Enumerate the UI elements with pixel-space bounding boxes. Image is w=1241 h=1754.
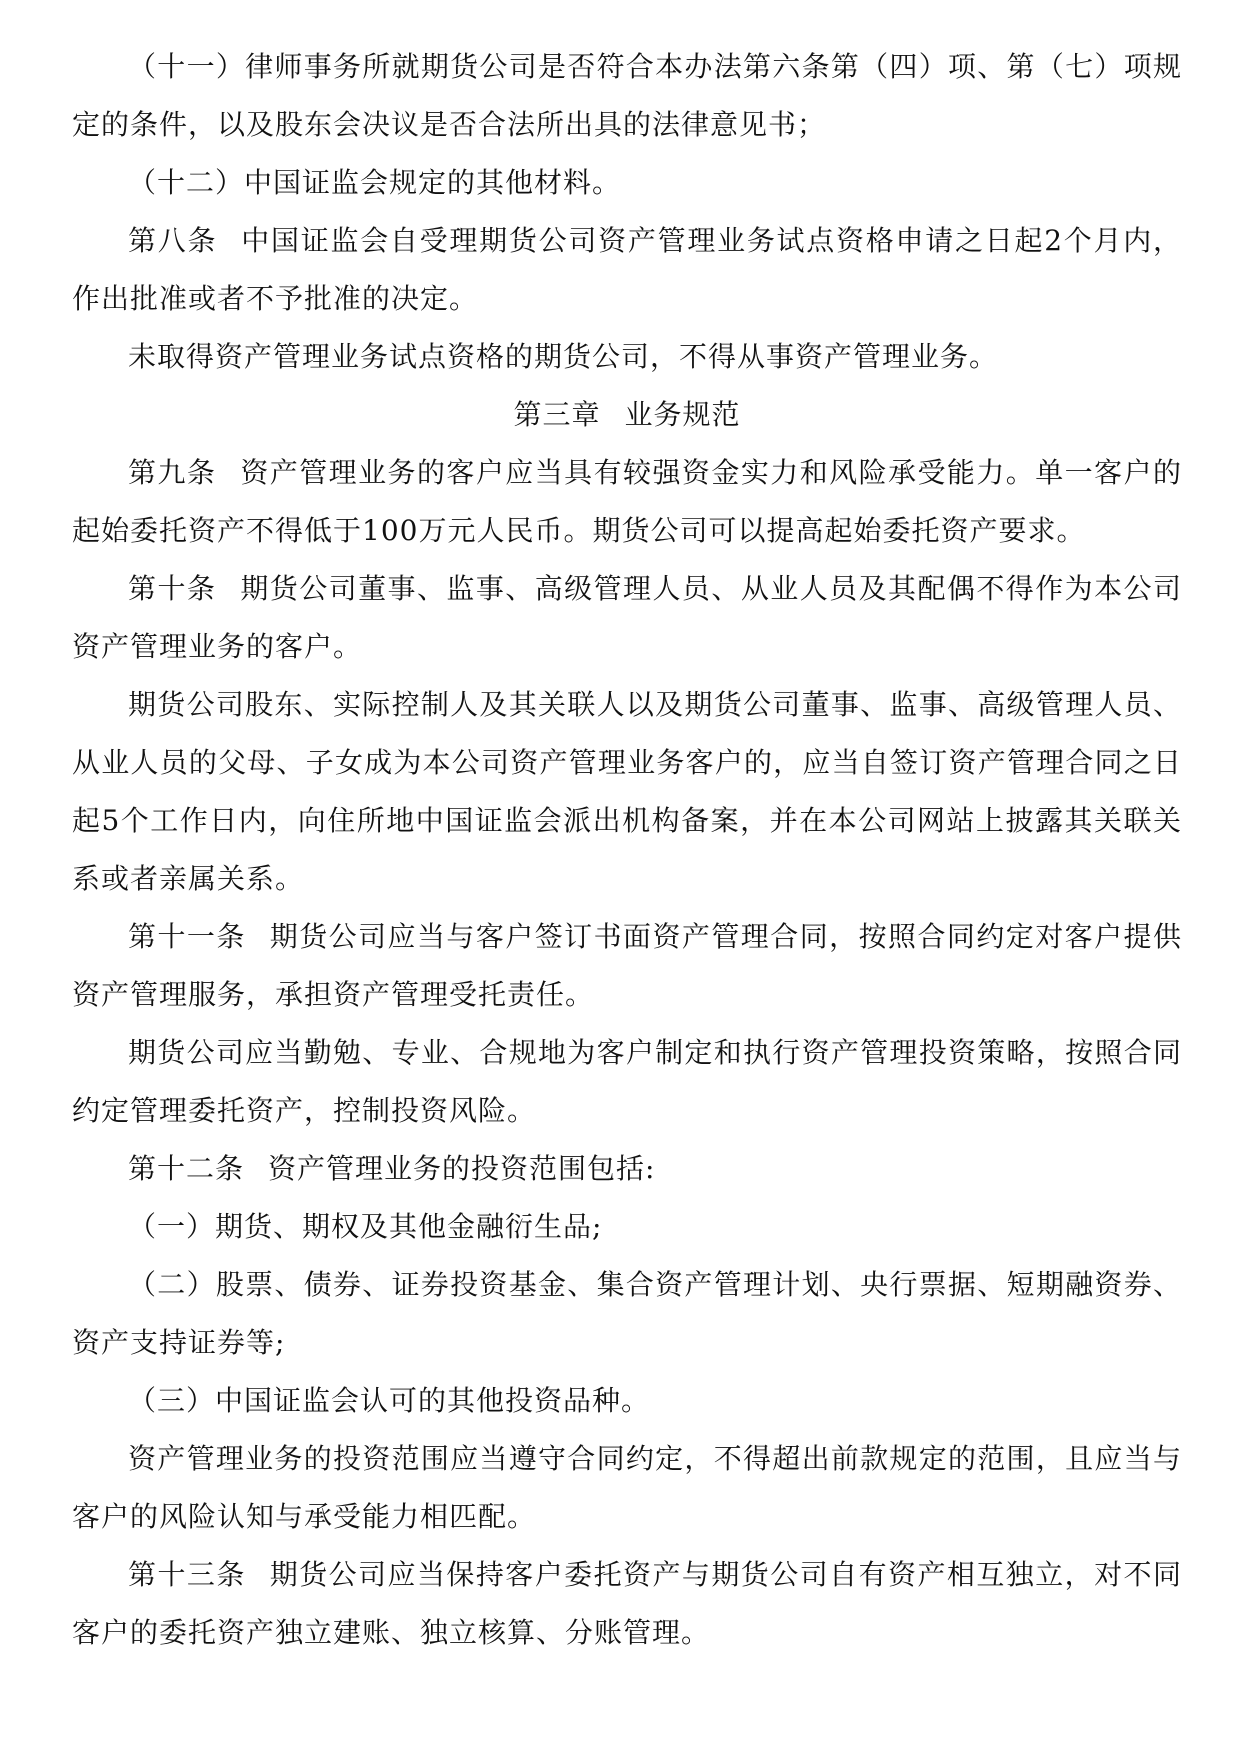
paragraph: [72, 1198, 1182, 1256]
document-body: [72, 38, 1182, 1662]
paragraph-text: 资产管理业务的客户应当具有较强资金实力和风险承受能力。单一客户的起始委托资产不得低于100万元人民币。期货公司可以提高起始委托资产要求。: [72, 456, 1182, 547]
paragraph: [72, 676, 1182, 908]
paragraph-text: 资产管理业务的投资范围包括:: [268, 1152, 656, 1185]
paragraph-text: 期货公司应当与客户签订书面资产管理合同，按照合同约定对客户提供资产管理服务，承担资产管理受托责任。: [72, 920, 1182, 1011]
chapter-title: 业务规范: [624, 398, 741, 431]
paragraph: [72, 1430, 1182, 1546]
paragraph-text: 中国证监会自受理期货公司资产管理业务试点资格申请之日起2个月内，作出批准或者不予批准的决定。: [72, 224, 1182, 315]
article-number: 第十一条: [128, 920, 246, 953]
chapter-number: 第三章: [513, 398, 601, 431]
paragraph: [72, 444, 1182, 560]
paragraph: [72, 1372, 1182, 1430]
paragraph-text: 期货公司董事、监事、高级管理人员、从业人员及其配偶不得作为本公司资产管理业务的客户。: [72, 572, 1182, 663]
paragraph-text: 未取得资产管理业务试点资格的期货公司，不得从事资产管理业务。: [128, 340, 999, 373]
article-number: 第十三条: [128, 1558, 246, 1591]
paragraph-text: 期货公司应当勤勉、专业、合规地为客户制定和执行资产管理投资策略，按照合同约定管理委托资产，控制投资风险。: [72, 1036, 1182, 1127]
paragraph-text: （十一）律师事务所就期货公司是否符合本办法第六条第（四）项、第（七）项规定的条件，以及股东会决议是否合法所出具的法律意见书；: [72, 50, 1182, 141]
article-number: 第十二条: [128, 1152, 245, 1185]
paragraph: [72, 212, 1182, 328]
article-number: 第九条: [128, 456, 217, 489]
article-number: 第八条: [128, 224, 218, 257]
paragraph: [72, 154, 1182, 212]
paragraph-text: （三）中国证监会认可的其他投资品种。: [128, 1384, 651, 1417]
chapter-heading: [72, 386, 1182, 444]
paragraph: [72, 38, 1182, 154]
paragraph-text: 资产管理业务的投资范围应当遵守合同约定，不得超出前款规定的范围，且应当与客户的风险认知与承受能力相匹配。: [72, 1442, 1182, 1533]
paragraph: [72, 1546, 1182, 1662]
paragraph: [72, 328, 1182, 386]
article-number: 第十条: [128, 572, 217, 605]
paragraph: [72, 1140, 1182, 1198]
paragraph-text: （一）期货、期权及其他金融衍生品;: [128, 1210, 603, 1243]
paragraph-text: （十二）中国证监会规定的其他材料。: [128, 166, 622, 199]
paragraph: [72, 908, 1182, 1024]
paragraph: [72, 560, 1182, 676]
paragraph-text: （二）股票、债券、证券投资基金、集合资产管理计划、央行票据、短期融资券、资产支持证券等;: [72, 1268, 1182, 1359]
paragraph-text: 期货公司应当保持客户委托资产与期货公司自有资产相互独立，对不同客户的委托资产独立建账、独立核算、分账管理。: [72, 1558, 1182, 1649]
paragraph: [72, 1024, 1182, 1140]
paragraph-text: 期货公司股东、实际控制人及其关联人以及期货公司董事、监事、高级管理人员、从业人员的父母、子女成为本公司资产管理业务客户的，应当自签订资产管理合同之日起5个工作日内，向住所地中国证监会派出机构备案，并在本公司网站上披露其关联关系或者亲属关系。: [72, 688, 1182, 895]
paragraph: [72, 1256, 1182, 1372]
